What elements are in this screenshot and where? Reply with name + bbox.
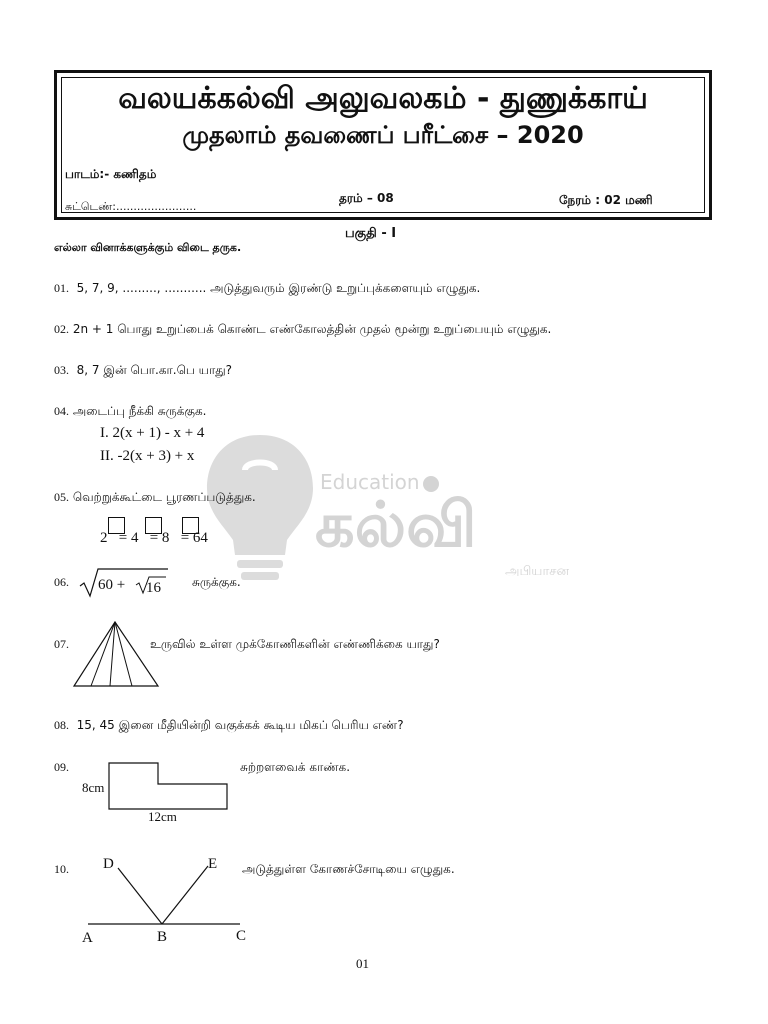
q07-number: 07. — [54, 637, 69, 651]
bulb-icon — [205, 430, 315, 590]
q10-label-a: A — [82, 930, 93, 946]
q09-width-label: 12cm — [148, 809, 177, 824]
q10-label-c: C — [236, 928, 247, 944]
watermark-tag: அபியாசன — [505, 564, 570, 579]
q03-number: 03. — [54, 363, 69, 377]
q09-height-label: 8cm — [82, 780, 105, 795]
time-label: நேரம் : 02 மணி — [559, 193, 653, 207]
q10-number-row — [54, 862, 69, 877]
q08-number: 08. — [54, 718, 69, 732]
q10-number: 10. — [54, 862, 69, 876]
q06-number: 06. — [54, 575, 69, 589]
q06-text: சுருக்குக. — [192, 575, 241, 589]
q04-number: 04. — [54, 404, 69, 418]
q09-number: 09. — [54, 760, 69, 774]
page-number: 01 — [356, 956, 369, 971]
title-exam: முதலாம் தவணைப் பரீட்சை – 2020 — [182, 121, 584, 149]
q09-text: சுற்றளவைக் காண்க. — [240, 760, 351, 774]
q06-radicand: 60 + — [98, 577, 126, 593]
watermark-word: Education — [320, 470, 420, 494]
q05-eq3: = 64 — [180, 530, 208, 546]
question-02 — [54, 322, 551, 338]
q04-text: அடைப்பு நீக்கி சுருக்குக. — [72, 404, 207, 418]
q08-text: 15, 45 இனை மீதியின்றி வகுக்கக் கூடிய மிகப் பெரிய எண்? — [76, 718, 404, 732]
q06-number-row — [54, 575, 69, 590]
subject-label: பாடம்:- கணிதம் — [65, 167, 157, 181]
instruction: எல்லா வினாக்களுக்கும் விடை தருக. — [54, 241, 242, 254]
q02-number: 02. — [54, 322, 69, 336]
question-04 — [54, 404, 206, 420]
question-01 — [54, 281, 480, 297]
question-03 — [54, 363, 232, 379]
question-05 — [54, 490, 256, 506]
q04-part2: II. -2(x + 3) + x — [100, 448, 195, 464]
grade-label: தரம் – 08 — [339, 191, 394, 205]
watermark — [205, 430, 625, 590]
q05-base: 2 — [100, 530, 108, 546]
watermark-brand: கல்வி — [315, 488, 477, 561]
q07-text: உருவில் உள்ள முக்கோணிகளின் எண்ணிக்கை யாது? — [150, 637, 440, 651]
q05-eq1: = 4 — [118, 530, 139, 546]
q01-text: 5, 7, 9, ........., ........... அடுத்துவரும் இரண்டு உறுப்புக்களையும் எழுதுக. — [76, 281, 481, 295]
q04-part1: I. 2(x + 1) - x + 4 — [100, 425, 205, 441]
q10-label-b: B — [157, 929, 168, 945]
q05-text: வெற்றுக்கூட்டை பூரணப்படுத்துக. — [72, 490, 256, 504]
index-label: சுட்டெண்:....................... — [65, 200, 197, 213]
q10-label-e: E — [208, 856, 218, 872]
q10-text: அடுத்துள்ள கோணச்சோடியை எழுதுக. — [242, 862, 455, 876]
q09-shape — [108, 762, 230, 812]
q03-text: 8, 7 இன் பொ.கா.பெ யாது? — [76, 363, 233, 377]
q06-inner-radicand: 16 — [146, 580, 161, 596]
header-box — [54, 70, 712, 220]
q05-number: 05. — [54, 490, 69, 504]
q09-number-row — [54, 760, 69, 775]
q05-eq2: = 8 — [149, 530, 170, 546]
title-office: வலயக்கல்வி அலுவலகம் - துணுக்காய் — [118, 81, 648, 116]
q05-equation — [100, 530, 208, 547]
section-title: பகுதி - I — [345, 226, 397, 241]
q10-label-d: D — [103, 856, 114, 872]
q07-number-row — [54, 637, 69, 652]
q02-text: 2n + 1 பொது உறுப்பைக் கொண்ட எண்கோலத்தின் முதல் மூன்று உறுப்பையும் எழுதுக. — [72, 322, 552, 336]
q07-triangle-figure — [72, 620, 160, 690]
q01-number: 01. — [54, 281, 69, 295]
question-08 — [54, 718, 404, 734]
